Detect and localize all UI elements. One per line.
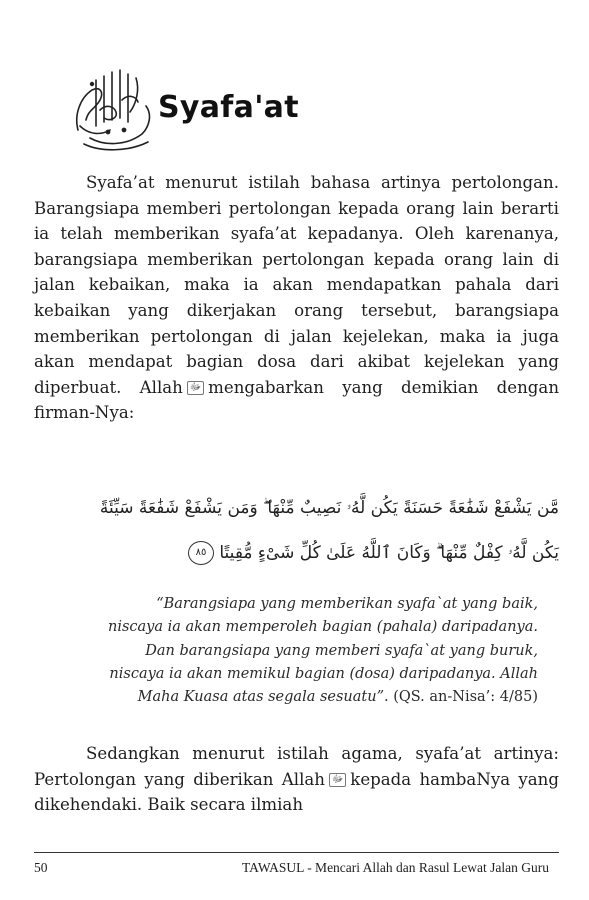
chapter-title: Syafa'at	[158, 90, 299, 125]
paragraph-text: Syafa’at menurut istilah bahasa artinya pertolongan. Barangsiapa memberi pertolongan kepada orang lain berarti ia telah memberikan syafa’at kepadanya. Oleh karenanya, barangsiapa memberikan pertolongan kepada orang lain di jalan kebaikan, maka ia akan mendapatkan pahala dari kebaikan yang dikerjakan orang tersebut, barangsiapa memberikan pertolongan di jalan kejelekan, maka ia juga akan mendapat bagian dosa dari akibat kejelekan yang diperbuat. Allah	[34, 173, 559, 397]
arabic-calligraphy-ornament-icon	[70, 60, 156, 156]
verse-reference: (QS. an-Nisa’: 4/85)	[393, 689, 538, 706]
verse-translation	[60, 593, 538, 709]
paragraph-text-continued: kepada hambaNya yang dikehendaki. Baik secara ilmiah	[34, 769, 559, 815]
running-title: TAWASUL - Mencari Allah dan Rasul Lewat Jalan Guru	[241, 860, 549, 875]
allah-honorific-icon: ﷻ	[187, 381, 204, 395]
paragraph-syafaat-agama	[34, 741, 559, 818]
quran-verse-line-1: مَّن يَشْفَعْ شَفَٰعَةً حَسَنَةً يَكُن لَّهُۥ نَصِيبٌ مِّنْهَا ۖ وَمَن يَشْفَعْ شَفَٰعَةً سَيِّئَةً	[99, 498, 559, 518]
paragraph-text: Sedangkan menurut istilah agama, syafa’at artinya: Pertolongan yang diberikan Allah	[34, 744, 559, 789]
allah-honorific-icon: ﷻ	[329, 773, 346, 787]
translation-line: niscaya ia akan memikul bagian (dosa) daripadanya. Allah	[109, 665, 538, 682]
page-number: 50	[34, 860, 48, 875]
paragraph-text-continued: mengabarkan yang demikian dengan firman-Nya:	[34, 377, 560, 423]
ayah-number-marker: ٨٥	[188, 541, 214, 565]
translation-line: Maha Kuasa atas segala sesuatu”.	[137, 689, 389, 706]
translation-line: “Barangsiapa yang memberikan syafa`at yang baik,	[156, 596, 538, 612]
footer-divider	[34, 852, 559, 853]
translation-line: niscaya ia akan memperoleh bagian (pahala) daripadanya.	[107, 619, 538, 636]
translation-line: Dan barangsiapa yang memberi syafa`at yang buruk,	[145, 642, 538, 659]
quran-verse-text: يَكُن لَّهُۥ كِفْلٌ مِّنْهَا ۗ وَكَانَ ٱللَّهُ عَلَىٰ كُلِّ شَىْءٍ مُّقِيتًا	[219, 543, 559, 563]
chapter-header	[70, 60, 550, 160]
paragraph-syafaat-bahasa	[34, 170, 559, 426]
quran-verse-line-2	[34, 538, 559, 568]
